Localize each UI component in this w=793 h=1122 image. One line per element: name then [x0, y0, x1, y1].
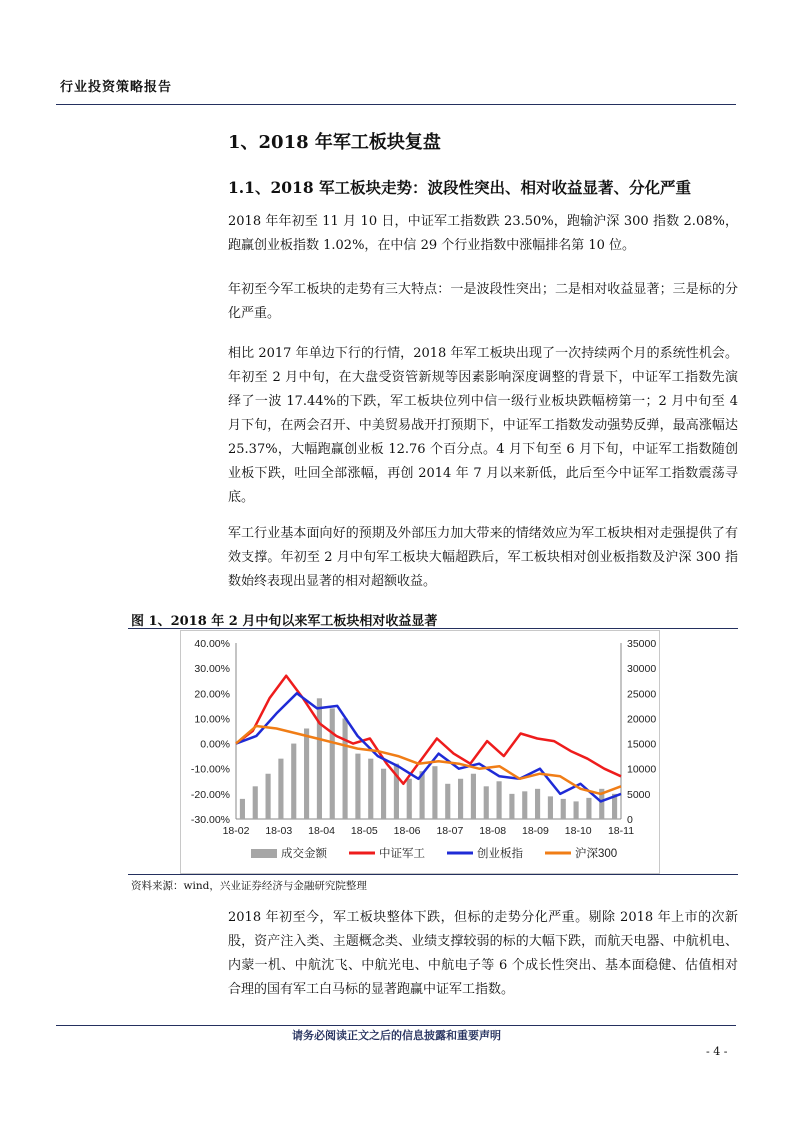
x-tick-label: 18-09 [522, 825, 549, 837]
volume-bar [266, 774, 271, 819]
volume-bar [522, 791, 527, 819]
report-type-header: 行业投资策略报告 [60, 80, 173, 95]
figure-source: 资料来源：wind，兴业证券经济与金融研究院整理 [131, 880, 367, 892]
volume-bar [445, 784, 450, 819]
volume-bar [317, 698, 322, 819]
volume-bar [355, 754, 360, 819]
y-right-tick-label: 25000 [627, 688, 657, 701]
legend-label: 创业板指 [477, 848, 523, 860]
legend-label: 成交金额 [281, 848, 327, 860]
x-tick-label: 18-06 [393, 825, 421, 837]
paragraph-5: 2018 年初至今，军工板块整体下跌，但标的走势分化严重。剔除 2018 年上市的次新股，资产注入类、主题概念类、业绩支撑较弱的标的大幅下跌，而航天电器、中航机电、内蒙一机、中航沈飞、中航光电、中航电子等 6 个成长性突出、基本面稳健、估值相对合理的国有军工白马标的显著跑赢中证军工指数。 [228, 910, 738, 997]
figure-title: 图 1、2018 年 2 月中旬以来军工板块相对收益显著 [131, 614, 438, 629]
subsection-title: 1.1、2018 军工板块走势：波段性突出、相对收益显著、分化严重 [228, 178, 692, 197]
y-left-tick-label: 20.00% [194, 688, 230, 701]
figure-bottom-rule [128, 874, 738, 875]
y-right-tick-label: 15000 [627, 738, 657, 751]
legend-swatch [251, 849, 277, 858]
y-left-tick-label: 30.00% [194, 663, 230, 676]
y-right-tick-label: 5000 [627, 788, 651, 801]
page-number: - 4 - [706, 1045, 728, 1058]
volume-bar [432, 766, 437, 819]
section-title: 1、2018 年军工板块复盘 [228, 132, 441, 153]
relative-return-chart [181, 631, 659, 873]
y-right-tick-label: 35000 [627, 638, 657, 650]
volume-bar [291, 744, 296, 819]
volume-bar [278, 759, 283, 819]
paragraph-4: 军工行业基本面向好的预期及外部压力加大带来的情绪效应为军工板块相对走强提供了有效支撑。年初至 2 月中旬军工板块大幅超跌后，军工板块相对创业板指数及沪深 300 指数始终表现出显著的相对超额收益。 [228, 526, 738, 589]
volume-bar [471, 774, 476, 819]
volume-bar [548, 796, 553, 819]
volume-bar [484, 786, 489, 819]
volume-bar [304, 728, 309, 819]
paragraph-2: 年初至今军工板块的走势有三大特点：一是波段性突出；二是相对收益显著；三是标的分化严重。 [228, 282, 738, 321]
y-right-tick-label: 20000 [627, 713, 657, 726]
volume-bar [458, 779, 463, 819]
volume-bar [240, 799, 245, 819]
volume-bar [574, 801, 579, 819]
volume-bar [407, 779, 412, 819]
y-right-tick-label: 0 [627, 814, 633, 826]
paragraph-1: 2018 年年初至 11 月 10 日，中证军工指数跌 23.50%，跑输沪深 300 指数 2.08%，跑赢创业板指数 1.02%，在中信 29 个行业指数中涨幅排名第 10 位。 [228, 214, 738, 253]
y-left-tick-label: -10.00% [190, 763, 230, 776]
volume-bar [535, 789, 540, 819]
y-right-tick-label: 30000 [627, 663, 657, 676]
x-tick-label: 18-10 [564, 825, 592, 837]
volume-bar [368, 759, 373, 819]
x-tick-label: 18-02 [222, 825, 250, 837]
legend-label: 中证军工 [379, 848, 425, 860]
volume-bar [381, 769, 386, 819]
figure-top-rule [128, 628, 738, 629]
footer-disclaimer: 请务必阅读正文之后的信息披露和重要声明 [292, 1029, 501, 1042]
header-divider [56, 104, 736, 105]
x-tick-label: 18-05 [350, 825, 378, 837]
paragraph-3: 相比 2017 年单边下行的行情，2018 年军工板块出现了一次持续两个月的系统性机会。年初至 2 月中旬，在大盘受资管新规等因素影响深度调整的背景下，中证军工指数先演绎了一波 17.44%的下跌，军工板块位列中信一级行业板块跌幅榜第一；2 月中旬至 4 月下旬，在两会召开、中美贸易战开打预期下，中证军工指数发动强势反弹，最高涨幅达 25.37%，大幅跑赢创业板 12.76 个百分点。4 月下旬至 6 月下旬，中证军工指数随创业板下跌，吐回全部涨幅，再创 2014 年 7 月以来新低，此后至今中证军工指数震荡寻底。 [228, 346, 738, 505]
y-left-tick-label: 10.00% [194, 713, 230, 726]
x-tick-label: 18-11 [607, 825, 635, 837]
volume-bar [253, 786, 258, 819]
x-tick-label: 18-04 [308, 825, 335, 837]
footer-divider [56, 1025, 736, 1026]
volume-bar [509, 794, 514, 819]
y-right-tick-label: 10000 [627, 763, 657, 776]
volume-bar [343, 718, 348, 819]
x-tick-label: 18-07 [436, 825, 464, 837]
volume-bar [330, 708, 335, 819]
y-left-tick-label: 40.00% [194, 638, 230, 650]
y-left-tick-label: -20.00% [190, 788, 230, 801]
volume-bar [497, 781, 502, 819]
volume-bar [586, 798, 591, 819]
y-left-tick-label: -30.00% [190, 814, 230, 826]
x-tick-label: 18-08 [479, 825, 507, 837]
x-tick-label: 18-03 [265, 825, 293, 837]
chart-frame [180, 630, 660, 874]
volume-bar [561, 799, 566, 819]
legend-label: 沪深300 [575, 848, 618, 860]
y-left-tick-label: 0.00% [200, 738, 230, 751]
